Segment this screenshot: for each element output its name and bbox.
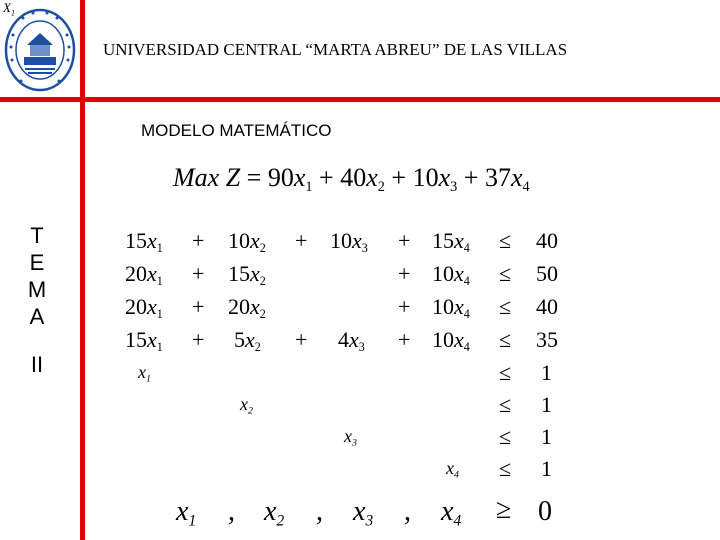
bound-3-relation: ≤	[499, 424, 512, 449]
constraint-4-term-1: $15x_1$	[125, 327, 163, 355]
constraint-3-relation: ≤	[499, 294, 512, 319]
constraint-4-plus-2: +	[295, 327, 308, 352]
constraint-2-relation: ≤	[499, 261, 512, 286]
constraint-1-term-2: $10x_2$	[228, 228, 266, 256]
red-vertical-rule	[80, 0, 85, 540]
constraint-3-plus-1: +	[192, 294, 205, 319]
constraint-4-rhs: 35	[536, 327, 558, 352]
nonneg-var-3: $x_3$	[353, 496, 374, 530]
constraint-3-term-2: $20x_2$	[228, 294, 266, 322]
constraint-4-term-2: $5x_2$	[234, 327, 261, 355]
corner-label: $X_1$	[3, 0, 15, 18]
red-horizontal-rule	[0, 97, 720, 102]
constraint-1-plus-3: +	[398, 228, 411, 253]
nonneg-relation: ≥	[496, 494, 512, 525]
constraint-1-term-4: $15x_4$	[432, 228, 470, 256]
constraint-1-term-3: $10x_3$	[330, 228, 368, 256]
constraint-3-term-4: $10x_4$	[432, 294, 470, 322]
nonneg-var-4: $x_4$	[441, 496, 462, 530]
constraint-4-plus-3: +	[398, 327, 411, 352]
constraint-2-plus-3: +	[398, 261, 411, 286]
constraint-3-term-1: $20x_1$	[125, 294, 163, 322]
bound-3-rhs: 1	[541, 424, 552, 449]
constraint-4-plus-1: +	[192, 327, 205, 352]
bound-4-variable: $x_4$	[446, 458, 459, 481]
bound-4-rhs: 1	[541, 456, 552, 481]
constraint-4-term-4: $10x_4$	[432, 327, 470, 355]
bound-2-variable: $x_2$	[240, 394, 253, 417]
constraint-3-plus-3: +	[398, 294, 411, 319]
slide-heading: MODELO MATEMÁTICO	[141, 121, 332, 140]
nonneg-rhs: 0	[538, 496, 552, 527]
bound-4-relation: ≤	[499, 456, 512, 481]
nonneg-comma-2: ,	[316, 496, 323, 527]
nonneg-var-2: $x_2$	[264, 496, 285, 530]
page-title: UNIVERSIDAD CENTRAL “MARTA ABREU” DE LAS VILLAS	[103, 40, 568, 59]
university-seal-icon	[3, 5, 77, 93]
constraint-1-plus-2: +	[295, 228, 308, 253]
nonneg-comma-1: ,	[228, 496, 235, 527]
constraint-1-rhs: 40	[536, 228, 558, 253]
constraint-4-term-3: $4x_3$	[338, 327, 365, 355]
bound-2-relation: ≤	[499, 392, 512, 417]
bound-1-variable: $x_1$	[138, 362, 151, 385]
constraint-1-term-1: $15x_1$	[125, 228, 163, 256]
constraint-1-relation: ≤	[499, 228, 512, 253]
constraint-3-rhs: 40	[536, 294, 558, 319]
constraint-2-term-2: $15x_2$	[228, 261, 266, 289]
constraint-2-plus-1: +	[192, 261, 205, 286]
constraint-2-term-1: $20x_1$	[125, 261, 163, 289]
bound-3-variable: $x_3$	[344, 426, 357, 449]
bound-1-relation: ≤	[499, 360, 512, 385]
constraint-4-relation: ≤	[499, 327, 512, 352]
tema-label: T E M A	[27, 223, 47, 329]
tema-number: II	[30, 352, 44, 377]
constraint-2-term-4: $10x_4$	[432, 261, 470, 289]
bound-1-rhs: 1	[541, 360, 552, 385]
constraint-1-plus-1: +	[192, 228, 205, 253]
objective-function: Max $Z = 90x_1 + 40x_2 + 10x_3 + 37x_4$	[173, 163, 530, 195]
constraint-2-rhs: 50	[536, 261, 558, 286]
bound-2-rhs: 1	[541, 392, 552, 417]
nonneg-var-1: $x_1$	[176, 496, 197, 530]
nonneg-comma-3: ,	[404, 496, 411, 527]
